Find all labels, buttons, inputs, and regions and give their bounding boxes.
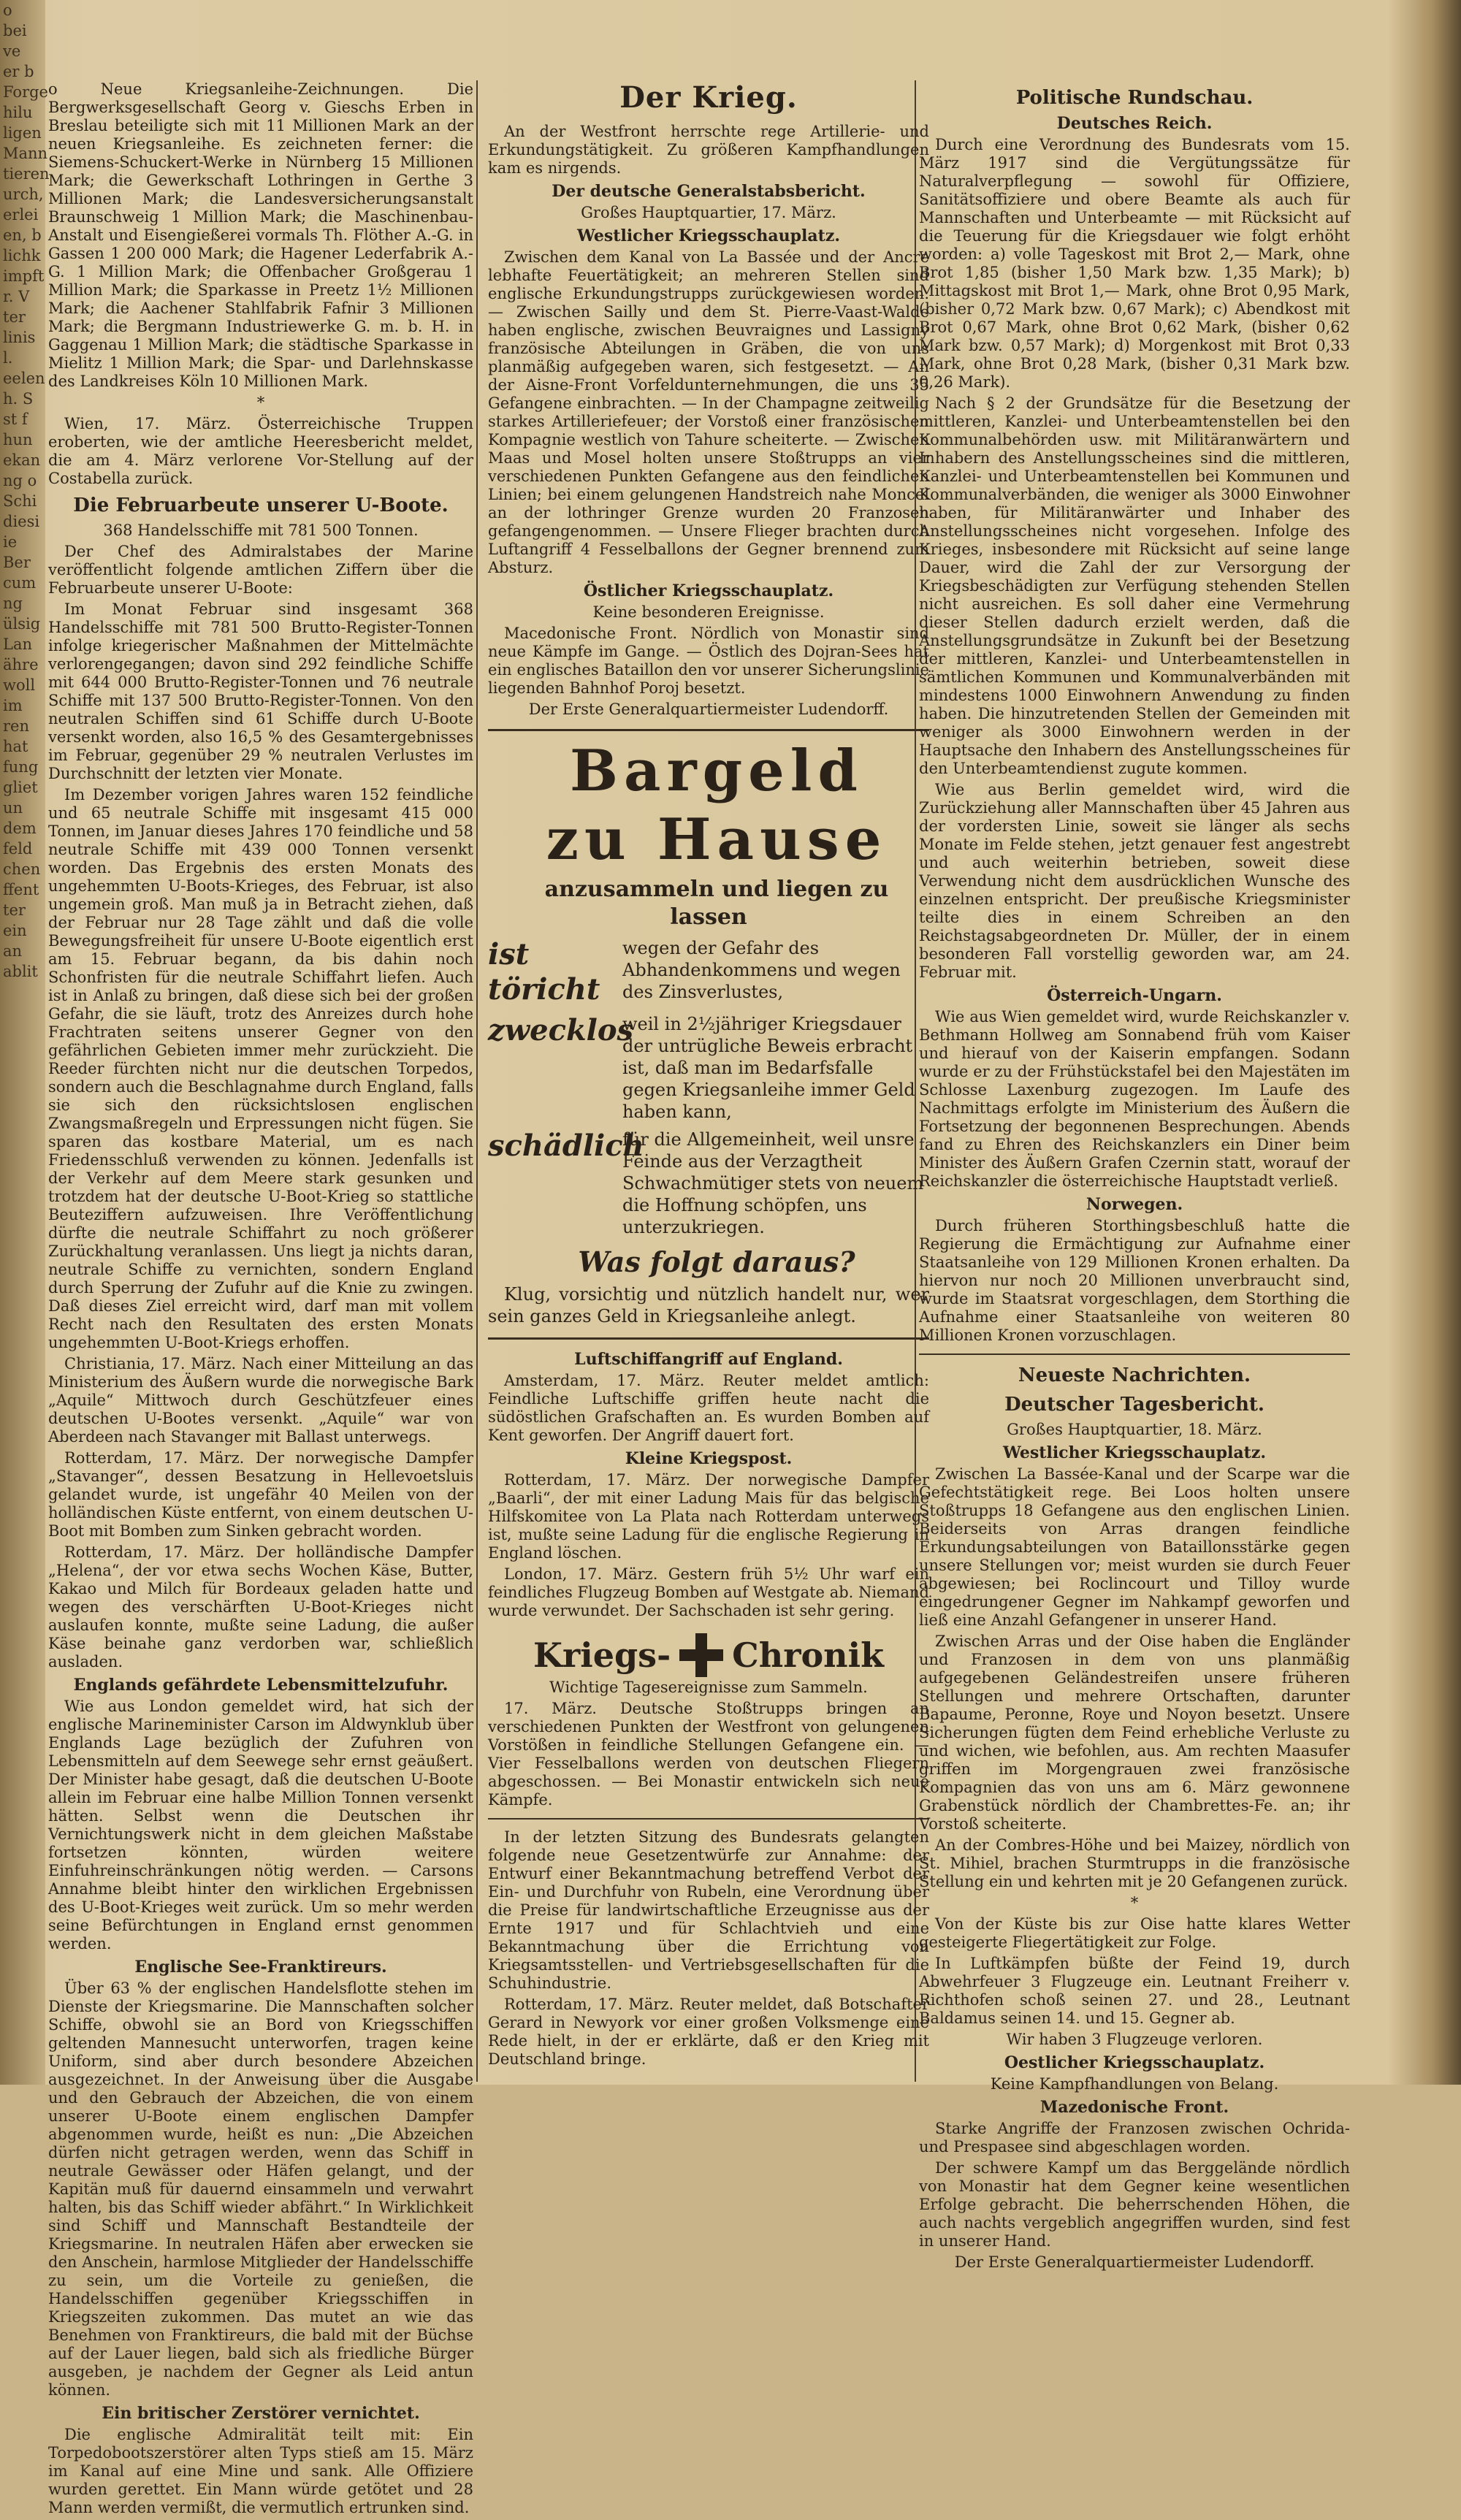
edge-fragment: ablit [3, 963, 38, 980]
paragraph: Durch früheren Storthingsbeschluß hatte die Regierung die Ermächtigung zur Aufnahme einer Staatsanleihe von 129 Millionen Kronen erhalten. Da hiervon nur noch 20 Millionen unverbraucht sind, wurde im Staatsrat vorgeschlagen, dem Storthing die Aufnahme einer Staatsanleihe von weiteren 80 Millionen Kronen vorzuschlagen. [919, 1217, 1350, 1344]
ad-row [488, 1129, 929, 1238]
paragraph: An der Westfront herrschte rege Artillerie- und Erkundungstätigkeit. Zu größeren Kampfhandlungen kam es nirgends. [488, 123, 929, 177]
subheading-norway: Norwegen. [1086, 1195, 1183, 1214]
heading-airship-attack: Luftschiffangriff auf England. [574, 1350, 843, 1369]
paragraph: In Luftkämpfen büßte der Feind 19, durch Abwehrfeuer 3 Flugzeuge ein. Leutnant Freiherr v. Richthofen schoß seinen 27. und 28., Leutnant Baldamus seinen 14. und 15. Gegner ab. [919, 1955, 1350, 2027]
paragraph: Zwischen Arras und der Oise haben die Engländer und Franzosen in dem von uns planmäßig aufgegebenen Geländestreifen unsere früheren Stellungen und mehrere Ortschaften, darunter Bapaume, Peronne, Roye und Noyon besetzt. Unsere Sicherungen fügten dem Feind erhebliche Verluste zu und wichen, wie befohlen, aus. Am rechten Maasufer griffen im Morgengrauen zwei französische Kompagnien das von uns am 6. März gewonnene Grabenstück nördlich der Chambrettes-Fe. an; ihr Vorstoß scheiterte. [919, 1633, 1350, 1833]
adjacent-page-edge [0, 0, 50, 2085]
edge-fragment: en, b [3, 226, 42, 244]
edge-fragment: woll [3, 676, 36, 694]
ad-row [488, 1013, 929, 1123]
edge-fragment: Ber [3, 554, 31, 571]
divider [488, 1818, 929, 1820]
edge-fragment: er b [3, 63, 34, 80]
edge-fragment: impft [3, 267, 45, 285]
edge-fragment: ren [3, 717, 29, 735]
edge-fragment: ng o [3, 472, 37, 489]
ad-reason: weil in 2½jähriger Kriegsdauer der untrügliche Beweis erbracht ist, daß man im Bedarfsfalle gegen Kriegsanleihe immer Geld haben kann, [622, 1014, 915, 1122]
paragraph: Amsterdam, 17. März. Reuter meldet amtlich: Feindliche Luftschiffe griffen heute nacht die südöstlichen Grafschaften an. Es wurden Bomben auf Kent geworfen. Der Angriff dauert fort. [488, 1372, 929, 1444]
paragraph: Wir haben 3 Flugzeuge verloren. [1006, 2031, 1263, 2048]
paragraph: Keine Kampfhandlungen von Belang. [990, 2075, 1279, 2093]
edge-fragment: im [3, 697, 23, 714]
paragraph: Rotterdam, 17. März. Der norwegische Dampfer „Stavanger“, dessen Besatzung in Hellevoetsluis gelandet wurde, ist ungefähr 40 Meilen von der holländischen Küste entfernt, von einem deutschen U-Boot mit Bomben zum Sinken gebracht worden. [48, 1449, 473, 1540]
edge-fragment: hilu [3, 104, 33, 121]
paragraph: Im Dezember vorigen Jahres waren 152 feindliche und 65 neutrale Schiffe mit insgesamt 415 000 Tonnen, im Januar dieses Jahres 170 feindliche und 58 neutrale Schiffe mit 439 000 Tonnen versenkt worden. Das Ergebnis des ersten Monats des ungehemmten U-Boots-Krieges, des Februar, ist also ungemein groß. Man muß ja in Betracht ziehen, daß der Februar nur 28 Tage zählt und daß die volle Bewegungsfreiheit für unsere U-Boote eigentlich erst am 15. Februar begann, da bis dahin noch Schonfristen für die neutrale Schiffahrt liefen. Auch ist in Anlaß zu bringen, daß diese sich bei der großen Gefahr, die sie läuft, trotz des Anreizes durch hohe Frachtraten seitens unserer Gegner von den gefährlichen Gebieten immer mehr zurückzieht. Die Reeder fürchten nicht nur die deutschen Torpedos, sondern auch die Beschlagnahme durch England, falls sie sich den rücksichtslosen englischen Zwangsmaßregeln und Erpressungen nicht fügen. Sie sparen das kostbare Material, um es nach Friedensschluß verwenden zu können. Jedenfalls ist der Verkehr auf dem Meere stark gesunken und trotzdem hat der deutsche U-Boot-Krieg so stattliche Beuteziffern aufzuweisen. Ihre Veröffentlichung dürfte die neutrale Schiffahrt zu noch größerer Zurückhaltung veranlassen. Uns liegt ja nichts daran, neutrale Schiffe zu vernichten, sondern England durch Sperrung der Zufuhr auf die Knie zu zwingen. Daß dieses Ziel erreicht wird, darf man mit vollem Recht nach den Resultaten des ersten Monats ungehemmten U-Boot-Kriegs erhoffen. [48, 786, 473, 1351]
subheading-ships: 368 Handelsschiffe mit 781 500 Tonnen. [103, 522, 419, 539]
edge-fragment: fung [3, 758, 39, 776]
edge-fragment: ter [3, 308, 26, 326]
kriegs-chronik-header [488, 1633, 929, 1677]
edge-fragment: diesi [3, 513, 40, 530]
edge-fragment: hun [3, 431, 33, 448]
edge-fragment: Lan [3, 635, 32, 653]
edge-fragment: bei [3, 22, 27, 39]
subheading-reich: Deutsches Reich. [1056, 114, 1213, 133]
paragraph: Wie aus London gemeldet wird, hat sich der englische Marineminister Carson im Aldwynklub über Englands Lage bezüglich der Zufuhren von Lebensmitteln auf dem Seewege sehr ernst geäußert. Der Minister habe gesagt, daß die deutschen U-Boote allein im Februar eine halbe Million Tonnen versenkt hätten. Selbst wenn die Deutschen ihr Vernichtungswerk nicht in dem gleichen Maßstabe fortsetzen könnten, würden weitere Einfuhreinschränkungen nötig werden. — Carsons Annahme bleibt hinter den wirklichen Ergebnissen des U-Boot-Krieges weit zurück. Um so mehr werden seine Befürchtungen in England ernst genommen werden. [48, 1698, 473, 1952]
divider [919, 1353, 1350, 1355]
paragraph: Der schwere Kampf um das Berggelände nördlich von Monastir hat dem Gegner keine wesentlichen Erfolge gebracht. Die beherrschenden Höhen, die auch nachts vergeblich angegriffen wurden, sind fest in unserer Hand. [919, 2159, 1350, 2250]
paragraph: Keine besonderen Ereignisse. [592, 603, 825, 621]
edge-fragment: eelen [3, 370, 45, 387]
edge-fragment: st f [3, 411, 28, 428]
edge-fragment: ülsig [3, 615, 41, 633]
ad-row [488, 937, 929, 1007]
ad-reason: wegen der Gefahr des Abhandenkommens und wegen des Zinsverlustes, [622, 938, 901, 1002]
paragraph: Rotterdam, 17. März. Der norwegische Dampfer „Baarli“, der mit einer Ladung Mais für das belgische Hilfskomitee von La Plata nach Rotterdam unterwegs ist, mußte seine Ladung für die englische Regierung in England löschen. [488, 1471, 929, 1562]
chronik-subtitle: Wichtige Tagesereignisse zum Sammeln. [549, 1679, 868, 1696]
ad-subtitle: anzusammeln und liegen zu lassen [544, 877, 889, 930]
edge-fragment: ligen [3, 124, 42, 142]
war-bond-advertisement [488, 729, 929, 1340]
paragraph: Im Monat Februar sind insgesamt 368 Handelsschiffe mit 781 500 Brutto-Register-Tonnen infolge kriegerischer Maßnahmen der Mittelmächte verlorengegangen; davon sind 292 feindliche Schiffe mit 644 000 Brutto-Register-Tonnen und 76 neutrale Schiffe mit 137 500 Brutto-Register-Tonnen. Von den neutralen Schiffen sind 61 Schiffe durch U-Boote versenkt worden, also 16,5 % des Gesamtergebnisses im Februar, gegenüber 29 % neutralen Verlustes im Durchschnitt der letzten vier Monate. [48, 600, 473, 782]
paragraph: Nach § 2 der Grundsätze für die Besetzung der mittleren, Kanzlei- und Unterbeamtenstellen bei den Kommunalbehörden usw. mit Militäranwärtern und Inhabern des Anstellungsscheines sind die mittleren, Kanzlei- und Unterbeamtenstellen bei Kommunen und Kommunalverbänden, die weniger als 3000 Einwohner haben, für Militäranwärter und Inhaber des Anstellungsscheines nicht vorgesehen. Infolge des Krieges, insbesondere mit Rücksicht auf seine lange Dauer, wird die Zahl der zur Versorgung der Kriegsbeschädigten zur Verfügung stehenden Stellen nicht ausreichen. Es soll daher eine Vermehrung dieser Stellen dadurch erzielt werden, daß die Anstellungsgrundsätze in Zukunft bei der Besetzung der mittleren, Kanzlei- und Unterbeamtenstellen in sämtlichen Kommunen und Kommunalverbänden mit mindestens 1000 Einwohnern Anwendung zu finden haben. Die hinzutretenden Stellen der Gemeinden mit weniger als 3000 Einwohnern werden in der Hauptsache den Inhabern des Anstellungsscheines für den Unterbeamtendienst zugute kommen. [919, 394, 1350, 777]
column-middle [488, 80, 929, 2072]
war-loan-subscriptions: o Neue Kriegsanleihe-Zeichnungen. Die Bergwerksgesellschaft Georg v. Gieschs Erben in Breslau beteiligte sich mit 11 Millionen Mark an der neuen Kriegsanleihe. Es zeichneten ferner: die Siemens-Schuckert-Werke in Nürnberg 15 Millionen Mark; die Gewerkschaft Lothringen in Gerthe 3 Millionen Mark; die Landesversicherungsanstalt Braunschweig 1 Million Mark; die Maschinenbau-Anstalt und Eisengießerei vormals Th. Flöther A.-G. in Gassen 1 200 000 Mark; die Hagener Lederfabrik A.-G. 1 Million Mark; die Offenbacher Großgerau 1 Million Mark; die Sparkasse in Preetz 1½ Millionen Mark; die Aachener Stahlfabrik Fafnir 3 Millionen Mark; die Bergmann Industriewerke G. m. b. H. in Gaggenau 1 Million Mark; die städtische Sparkasse in Mielitz 1 Million Mark; die Spar- und Darlehnskasse des Landkreises Köln 10 Millionen Mark. [48, 80, 473, 390]
heading-franktireurs: Englische See-Franktireurs. [134, 1958, 387, 1977]
ad-title-line1: Bargeld [570, 738, 863, 804]
paragraph: Wie aus Wien gemeldet wird, wurde Reichskanzler v. Bethmann Hollweg am Sonnabend früh vom Kaiser und hierauf von der Kaiserin empfangen. Sodann wurde er zu der Frühstückstafel bei den Majestäten im Schlosse Laxenburg zugezogen. Im Laufe des Nachmittags erfolgte im Ministerium des Äußern die Fortsetzung der begonnenen Besprechungen. Abends fand zu Ehren des Reichskanzlers ein Diner beim Minister des Äußern Grafen Czernin statt, worauf der Reichskanzler die österreichische Hauptstadt verließ. [919, 1008, 1350, 1190]
ad-reason: für die Allgemeinheit, weil unsre Feinde aus der Verzagtheit Schwachmütiger stets von neuem die Hoffnung schöpfen, uns unterzukriegen. [622, 1129, 924, 1237]
edge-fragment: Mann [3, 145, 48, 162]
column-right [919, 80, 1350, 2275]
paragraph: Wie aus Berlin gemeldet wird, wird die Zurückziehung aller Mannschaften über 45 Jahren aus der vordersten Linie, soweit sie länger als sechs Monate im Felde stehen, jetzt genauer fest angestrebt und auch weiterhin betrieben, soweit diese Verwendung nicht dem ausdrücklichen Wunsche des einzelnen entspricht. Der preußische Kriegsminister teilte dies in einem Schreiben an den Reichstagsabgeordneten Dr. Müller, der in einem besonderen Fall vorstellig geworden war, am 24. Februar mit. [919, 781, 1350, 981]
section-title-politics: Politische Rundschau. [1015, 87, 1254, 109]
edge-fragment: dem [3, 820, 37, 837]
edge-fragment: chen [3, 860, 41, 878]
heading-general-staff: Der deutsche Generalstabsbericht. [552, 182, 866, 201]
column-left [48, 80, 473, 2520]
column-rule [476, 80, 478, 2082]
paragraph: 17. März. Deutsche Stoßtrupps bringen an verschiedenen Punkten der Westfront von gelungenen Vorstößen in feindliche Stellungen Gefangene ein. — Vier Fesselballons werden von deutschen Fliegern abgeschossen. — Bei Monastir entwickeln sich neue Kämpfe. [488, 1700, 929, 1809]
edge-fragment: l. [3, 349, 13, 367]
edge-fragment: ekan [3, 451, 41, 469]
edge-fragment: ie [3, 533, 18, 551]
section-title-krieg: Der Krieg. [619, 80, 798, 115]
dateline: Großes Hauptquartier, 17. März. [581, 204, 836, 221]
edge-fragment: lichk [3, 247, 41, 264]
paragraph: Rotterdam, 17. März. Der holländische Dampfer „Helena“, der vor etwa sechs Wochen Käse, Butter, Kakao und Milch für Bordeaux geladen hatte und wegen des verschärften U-Boot-Krieges nicht auslaufen konnte, mußte seine Ladung, die außer Käse beinahe ganz verdorben war, schließlich ausladen. [48, 1543, 473, 1671]
edge-fragment: urch, [3, 186, 44, 203]
edge-fragment: ffent [3, 881, 39, 898]
ad-title-line2: zu Hause [546, 806, 888, 873]
paragraph: London, 17. März. Gestern früh 5½ Uhr warf ein feindliches Flugzeug Bomben auf Westgate ab. Niemand wurde verwundet. Der Sachschaden ist sehr gering. [488, 1565, 929, 1619]
paragraph: Zwischen dem Kanal von La Bassée und der Ancre lebhafte Feuertätigkeit; an mehreren Stellen sind englische Erkundungstrupps zurückgewiesen worden. — Zwischen Sailly und dem St. Pierre-Vaast-Walde haben englische, zwischen Beuvraignes und Lassigny französische Abteilungen in Gräben, die von uns planmäßig aufgegeben waren, sich festgesetzt. — An der Aisne-Front Vorfeldunternehmungen, die uns 35 Gefangene einbrachten. — In der Champagne zeitweilig starkes Artilleriefeuer; der Vorstoß einer französischen Kompagnie westlich von Tahure scheiterte. — Zwischen Maas und Mosel holten unsere Stoßtrupps an vier verschiedenen Punkten Gefangene aus den feindlichen Linien; bei einem gelungenen Handstreich nahe Moncel an der lothringer Grenze wurden 20 Franzosen gefangengenommen. — Unsere Flieger brachten durch Luftangriff 4 Fesselballons der Gegner brennend zum Absturz. [488, 248, 929, 576]
edge-fragment: un [3, 799, 23, 817]
edge-fragment: tieren [3, 165, 50, 183]
heading-daily-report: Deutscher Tagesbericht. [1004, 1394, 1264, 1416]
edge-fragment: ter [3, 901, 26, 919]
heading-food-supply: Englands gefährdete Lebensmittelzufuhr. [73, 1676, 449, 1695]
heading-western-front: Westlicher Kriegsschauplatz. [577, 226, 840, 245]
paragraph: An der Combres-Höhe und bei Maizey, nördlich von St. Mihiel, brachen Sturmtrupps in die französische Stellung ein und kehrten mit je 20 Gefangenen zurück. [919, 1836, 1350, 1890]
signature: Der Erste Generalquartiermeister Ludendorff. [954, 2253, 1315, 2271]
paragraph: Christiania, 17. März. Nach einer Mitteilung an das Ministerium des Äußern wurde die norwegische Bark „Aquile“ Mittwoch durch Geschützfeuer eines deutschen U-Bootes versenkt. „Aquile“ war von Aberdeen nach Stavanger mit Ballast unterwegs. [48, 1355, 473, 1446]
heading-destroyer: Ein britischer Zerstörer vernichtet. [102, 2404, 420, 2423]
edge-fragment: feld [3, 840, 33, 858]
edge-fragment: erlei [3, 206, 39, 224]
subheading-austria: Österreich-Ungarn. [1047, 986, 1222, 1005]
edge-fragment: hat [3, 738, 28, 755]
signature: Der Erste Generalquartiermeister Ludendorff. [528, 700, 889, 718]
iron-cross-icon [679, 1633, 723, 1677]
heading-february-haul: Die Februarbeute unserer U-Boote. [73, 495, 449, 516]
ad-keyword: schädlich [488, 1129, 644, 1163]
paragraph: Rotterdam, 17. März. Reuter meldet, daß Botschafter Gerard in Newyork vor einer großen Volksmenge eine Rede hielt, in der er erklärte, daß er den Krieg mit Deutschland bringe. [488, 1996, 929, 2068]
edge-fragment: gliet [3, 779, 38, 796]
separator-star: * [1130, 1894, 1139, 1912]
paragraph: Die englische Admiralität teilt mit: Ein Torpedobootszerstörer alten Typs stieß am 15. März im Kanal auf eine Mine und sank. Alle Offiziere wurden gerettet. Ein Mann würde getötet und 28 Mann werden vermißt, die vermutlich ertrunken sind. [48, 2426, 473, 2516]
dateline: Großes Hauptquartier, 18. März. [1007, 1421, 1262, 1438]
paragraph: Von der Küste bis zur Oise hatte klares Wetter gesteigerte Fliegertätigkeit zur Folge. [919, 1915, 1350, 1951]
heading-western-front: Westlicher Kriegsschauplatz. [1003, 1443, 1266, 1462]
edge-fragment: cum [3, 574, 37, 592]
paragraph: Zwischen La Bassée-Kanal und der Scarpe war die Gefechtstätigkeit rege. Bei Loos holten unsere Stoßtrupps 18 Gefangene aus den englischen Linien. Beiderseits von Arras drangen feindliche Erkundungsabteilungen von Bataillonsstärke gegen unsere Stellungen vor; meist wurden sie durch Feuer abgewiesen; bei Roclincourt und Tilloy wurde eingedrungener Gegner im Nahkampf geworfen und ließ eine Anzahl Gefangener in unserer Hand. [919, 1465, 1350, 1629]
vienna-report: Wien, 17. März. Österreichische Truppen eroberten, wie der amtliche Heeresbericht meldet, die am 4. März verlorene Vor-Stellung auf der Costabella zurück. [48, 415, 473, 487]
edge-fragment: ve [3, 42, 21, 60]
edge-fragment: Schi [3, 492, 37, 510]
paragraph: Macedonische Front. Nördlich von Monastir sind neue Kämpfe im Gange. — Östlich des Dojran-Sees hat ein englisches Bataillon den vor unserer Sicherungslinie liegenden Bahnhof Poroj besetzt. [488, 625, 929, 697]
edge-fragment: ähre [3, 656, 39, 673]
heading-eastern-front: Östlicher Kriegsschauplatz. [583, 581, 834, 600]
chronik-word-2: Chronik [732, 1635, 884, 1675]
heading-kleine-kriegspost: Kleine Kriegspost. [625, 1449, 793, 1468]
ad-keyword: zwecklos [488, 1013, 634, 1047]
edge-fragment: Forge [3, 83, 48, 101]
edge-fragment: r. V [3, 288, 30, 305]
edge-fragment: linis [3, 329, 36, 346]
paragraph: Starke Angriffe der Franzosen zwischen Ochrida- und Prespasee sind abgeschlagen worden. [919, 2120, 1350, 2156]
heading-eastern-front: Oestlicher Kriegsschauplatz. [1004, 2053, 1265, 2072]
paragraph: Der Chef des Admiralstabes der Marine veröffentlicht folgende amtlichen Ziffern über die Februarbeute unserer U-Boote: [48, 543, 473, 597]
heading-latest-news: Neueste Nachrichten. [1018, 1364, 1251, 1386]
separator-star: * [256, 394, 265, 411]
edge-fragment: ein [3, 922, 27, 939]
edge-fragment: an [3, 942, 23, 960]
heading-macedonian-front: Mazedonische Front. [1040, 2098, 1229, 2117]
paragraph: In der letzten Sitzung des Bundesrats gelangten folgende neue Gesetzentwürfe zur Annahme: der Entwurf einer Bekanntmachung betreffend Verbot der Ein- und Durchfuhr von Rubeln, eine Verordnung über die Preise für landwirtschaftliche Erzeugnisse aus der Ernte 1917 und für Schlachtvieh und eine Bekanntmachung über die Errichtung von Kriegsamtsstellen- und Vertriebsgesellschaften für die Schuhindustrie. [488, 1828, 929, 1992]
paragraph: Durch eine Verordnung des Bundesrats vom 15. März 1917 sind die Vergütungssätze für Naturalverpflegung — sowohl für Offiziere, Sanitätsoffiziere und obere Beamte als auch für Mannschaften und Unterbeamte — mit Rücksicht auf die Teuerung für die Kriegsdauer wie folgt erhöht worden: a) volle Tageskost mit Brot 2,— Mark, ohne Brot 1,85 (bisher 1,50 Mark bzw. 1,35 Mark); b) Mittagskost mit Brot 1,— Mark, ohne Brot 0,95 Mark, (bisher 0,72 Mark bzw. 0,67 Mark); c) Abendkost mit Brot 0,67 Mark, ohne Brot 0,62 Mark, (bisher 0,62 Mark bzw. 0,57 Mark); d) Morgenkost mit Brot 0,33 Mark, ohne Brot 0,28 Mark, (bisher 0,31 Mark bzw. 0,26 Mark). [919, 136, 1350, 391]
paragraph: Über 63 % der englischen Handelsflotte stehen im Dienste der Kriegsmarine. Die Mannschaften solcher Schiffe, obwohl sie an Bord von Kriegsschiffen geltenden Mannesucht unterworfen, tragen keine Uniform, sind aber durch besondere Abzeichen ausgezeichnet. In der Anweisung über die Ausgabe und den Gebrauch der Abzeichen, die von einem unserer U-Boote einem englischen Dampfer abgenommen wurde, heißt es nun: „Die Abzeichen dürfen nicht getragen werden, wenn das Schiff in neutrale Gewässer oder Häfen gelangt, und der Kapitän muß für dauernd einsammeln und verwahrt halten, bis das Schiff wieder abfährt.“ In Wirklichkeit sind Schiff und Mannschaft Bestandteile der Kriegsmarine. In neutralen Häfen aber erwecken sie den Anschein, harmlose Mitglieder der Handelsschiffe zu sein, um die Vorteile zu genießen, die Handelsschiffen gegenüber Kriegsschiffen in Kriegszeiten zukommen. Das mutet an wie das Benehmen von Franktireurs, die bald mit der Büchse auf der Lauer liegen, bald sich als friedliche Bürger ausgeben, je nachdem der Gegner als Leid antun können. [48, 1979, 473, 2399]
chronik-word-1: Kriegs- [533, 1635, 671, 1675]
edge-fragment: ng [3, 595, 23, 612]
edge-fragment: o [3, 1, 12, 19]
edge-fragment: h. S [3, 390, 34, 408]
ad-conclusion: Klug, vorsichtig und nützlich handelt nur, wer sein ganzes Geld in Kriegsanleihe anlegt. [488, 1284, 929, 1326]
ad-question: Was folgt daraus? [578, 1245, 855, 1278]
ad-keyword: ist töricht [488, 937, 600, 1007]
